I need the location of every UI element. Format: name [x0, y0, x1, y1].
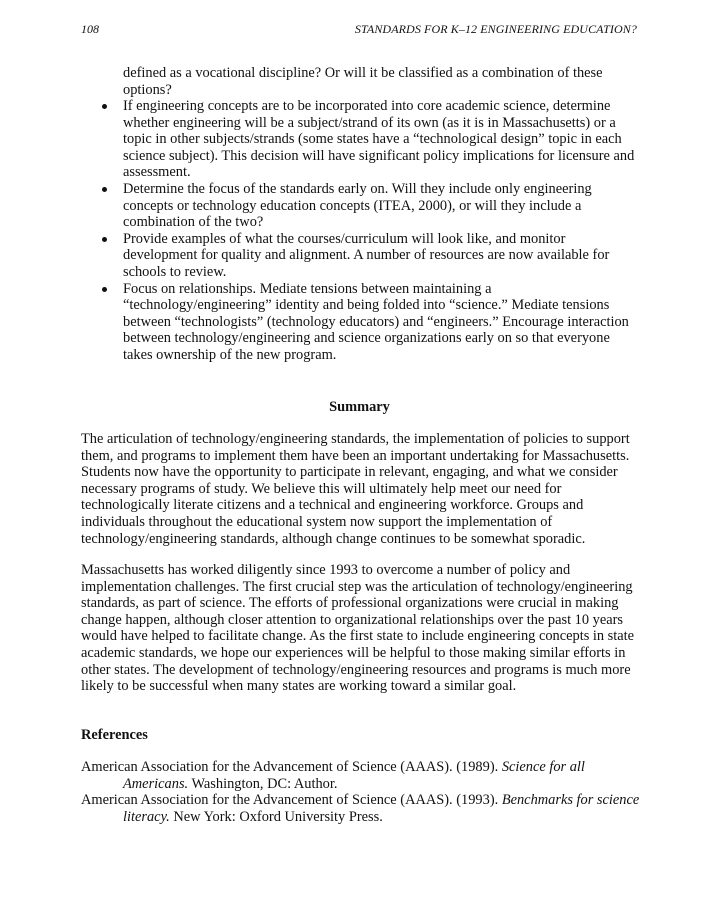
- list-item-text: Focus on relationships. Mediate tensions between maintaining a “technology/engineering” identity and being folded into “science.” Mediate tensions between “technologists” (technology educators) and “engineers.” Encourage interaction between technology/engineering and science organizations early on so that everyone takes ownership of the new program.: [123, 280, 629, 363]
- reference-title: Science for all Americans.: [123, 759, 585, 792]
- list-item-text: Determine the focus of the standards early on. Will they include only engineering concepts or technology education concepts (ITEA, 2000), or will they include a combination of the two?: [123, 180, 592, 231]
- bullet-icon: [102, 104, 107, 109]
- running-title: STANDARDS FOR K–12 ENGINEERING EDUCATION?: [354, 22, 637, 36]
- list-item: [81, 98, 638, 181]
- reference-list: [81, 759, 641, 825]
- reference-entry: [81, 759, 641, 792]
- page-number: 108: [81, 22, 99, 36]
- reference-publisher: New York: Oxford University Press.: [169, 808, 383, 825]
- reference-entry: [81, 792, 641, 825]
- references-heading: References: [81, 727, 148, 743]
- continuation-text: defined as a vocational discipline? Or will it be classified as a combination of these options?: [123, 65, 603, 98]
- list-item: [81, 181, 638, 231]
- running-header: [81, 20, 637, 38]
- bullet-icon: [102, 237, 107, 242]
- list-item: [81, 281, 638, 364]
- list-item-text: If engineering concepts are to be incorporated into core academic science, determine whether engineering will be a subject/strand of its own (as it is in Massachusetts) or a topic in other subjects/strands (some states have a “technological design” topic in each science subject). This decision will have significant policy implications for licensure and assessment.: [123, 98, 635, 181]
- reference-authors: American Association for the Advancement of Science (AAAS). (1993).: [81, 792, 502, 809]
- list-item: [81, 231, 638, 281]
- summary-paragraph: The articulation of technology/engineering standards, the implementation of policies to support them, and programs to implement them have been an important undertaking for Massachusetts. Students now have the opportunity to participate in relevant, engaging, and what we consider necessary programs of study. We believe this will ultimately help meet our need for technologically literate citizens and a technical and engineering workforce. Groups and individuals throughout the educational system now support the implementation of technology/engineering standards, although change continues to be somewhat sporadic.: [81, 431, 630, 547]
- reference-title: Benchmarks for science literacy.: [123, 792, 640, 825]
- summary-paragraph: Massachusetts has worked diligently since 1993 to overcome a number of policy and implementation challenges. The first crucial step was the articulation of technology/engineering standards, as part of science. The efforts of professional organizations were crucial in making change happen, although closer attention to organizational relationships over the past 10 years would have helped to facilitate change. As the first state to include engineering concepts in state academic standards, we hope our experiences will be helpful to those making similar efforts in other states. The development of technology/engineering resources and programs is much more likely to be successful when many states are working toward a similar goal.: [81, 562, 635, 695]
- reference-authors: American Association for the Advancement of Science (AAAS). (1989).: [81, 759, 502, 775]
- bullet-list: [81, 98, 638, 364]
- summary-heading: Summary: [329, 399, 390, 415]
- reference-publisher: Washington, DC: Author.: [188, 775, 338, 792]
- bullet-icon: [102, 187, 107, 192]
- bullet-icon: [102, 287, 107, 292]
- list-item-text: Provide examples of what the courses/curriculum will look like, and monitor development for quality and alignment. A number of resources are now available for schools to review.: [123, 230, 610, 280]
